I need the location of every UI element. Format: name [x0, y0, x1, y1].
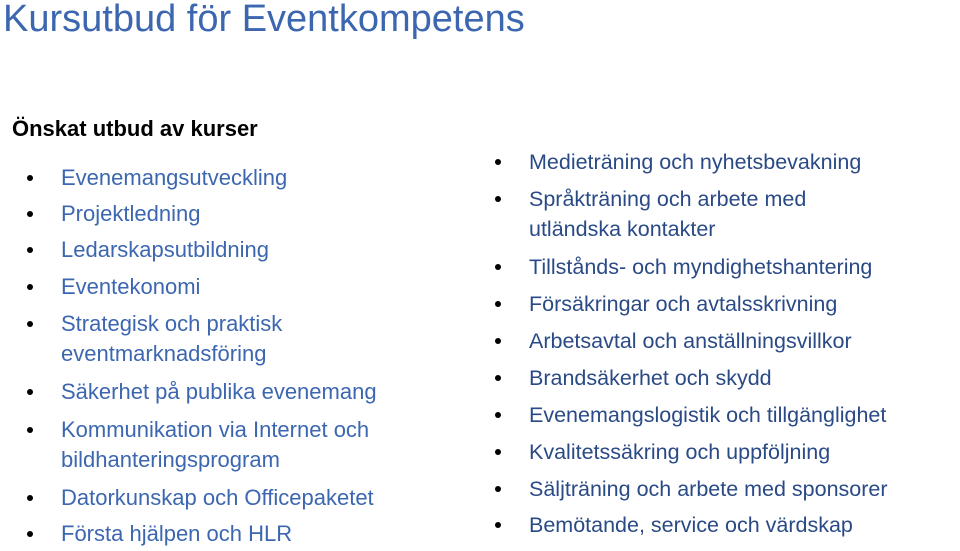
bullet-icon: [27, 427, 33, 433]
list-item: [529, 510, 853, 540]
list-item-line: Kommunikation via Internet och: [61, 417, 370, 442]
list-item: [529, 184, 806, 244]
list-item: [61, 377, 377, 407]
list-item: [529, 474, 888, 504]
list-item-line: utländska kontakter: [529, 217, 716, 241]
list-item-line: Säljträning och arbete med sponsorer: [529, 477, 888, 501]
list-item: [529, 326, 852, 356]
list-item-line: bildhanteringsprogram: [61, 447, 280, 472]
list-item-line: Eventekonomi: [61, 274, 201, 299]
list-item: [61, 235, 269, 265]
bullet-icon: [495, 375, 501, 381]
bullet-icon: [495, 449, 501, 455]
bullet-icon: [27, 531, 33, 537]
list-item-line: Säkerhet på publika evenemang: [61, 379, 377, 404]
list-item: [61, 483, 374, 513]
list-item-line: Datorkunskap och Officepaketet: [61, 485, 374, 510]
list-item: [529, 437, 830, 467]
list-item-line: Arbetsavtal och anställningsvillkor: [529, 329, 852, 353]
bullet-icon: [495, 301, 501, 307]
slide-title: Kursutbud för Eventkompetens: [3, 0, 525, 40]
list-item: [529, 289, 837, 319]
bullet-icon: [27, 495, 33, 501]
bullet-icon: [27, 247, 33, 253]
bullet-icon: [27, 175, 33, 181]
list-item: [529, 400, 886, 430]
list-item: [61, 309, 282, 369]
list-item: [529, 363, 772, 393]
bullet-icon: [495, 486, 501, 492]
list-item-line: Ledarskapsutbildning: [61, 237, 269, 262]
bullet-icon: [495, 412, 501, 418]
list-item-line: Första hjälpen och HLR: [61, 521, 293, 546]
bullet-icon: [27, 284, 33, 290]
list-item-line: Tillstånds- och myndighetshantering: [529, 255, 873, 279]
list-item: [61, 163, 287, 193]
list-item: [61, 519, 292, 549]
list-item-line: Kvalitetssäkring och uppföljning: [529, 440, 831, 464]
list-item: [529, 147, 861, 177]
bullet-icon: [27, 389, 33, 395]
list-item-line: Evenemangsutveckling: [61, 165, 288, 190]
section-heading: Önskat utbud av kurser: [12, 116, 258, 141]
list-item-line: Strategisk och praktisk: [61, 311, 283, 336]
list-item: [61, 199, 200, 229]
list-item-line: Evenemangslogistik och tillgänglighet: [529, 403, 887, 427]
list-item-line: Försäkringar och avtalsskrivning: [529, 292, 838, 316]
bullet-icon: [495, 159, 501, 165]
list-item: [61, 272, 200, 302]
list-item: [61, 415, 369, 475]
bullet-icon: [27, 211, 33, 217]
bullet-icon: [495, 196, 501, 202]
list-item-line: Bemötande, service och värdskap: [529, 513, 853, 537]
list-item-line: Språkträning och arbete med: [529, 187, 807, 211]
bullet-icon: [495, 338, 501, 344]
bullet-icon: [27, 321, 33, 327]
list-item-line: Brandsäkerhet och skydd: [529, 366, 772, 390]
list-item-line: Medieträning och nyhetsbevakning: [529, 150, 862, 174]
list-item-line: eventmarknadsföring: [61, 341, 267, 366]
list-item-line: Projektledning: [61, 201, 201, 226]
bullet-icon: [495, 522, 501, 528]
bullet-icon: [495, 264, 501, 270]
list-item: [529, 252, 872, 282]
